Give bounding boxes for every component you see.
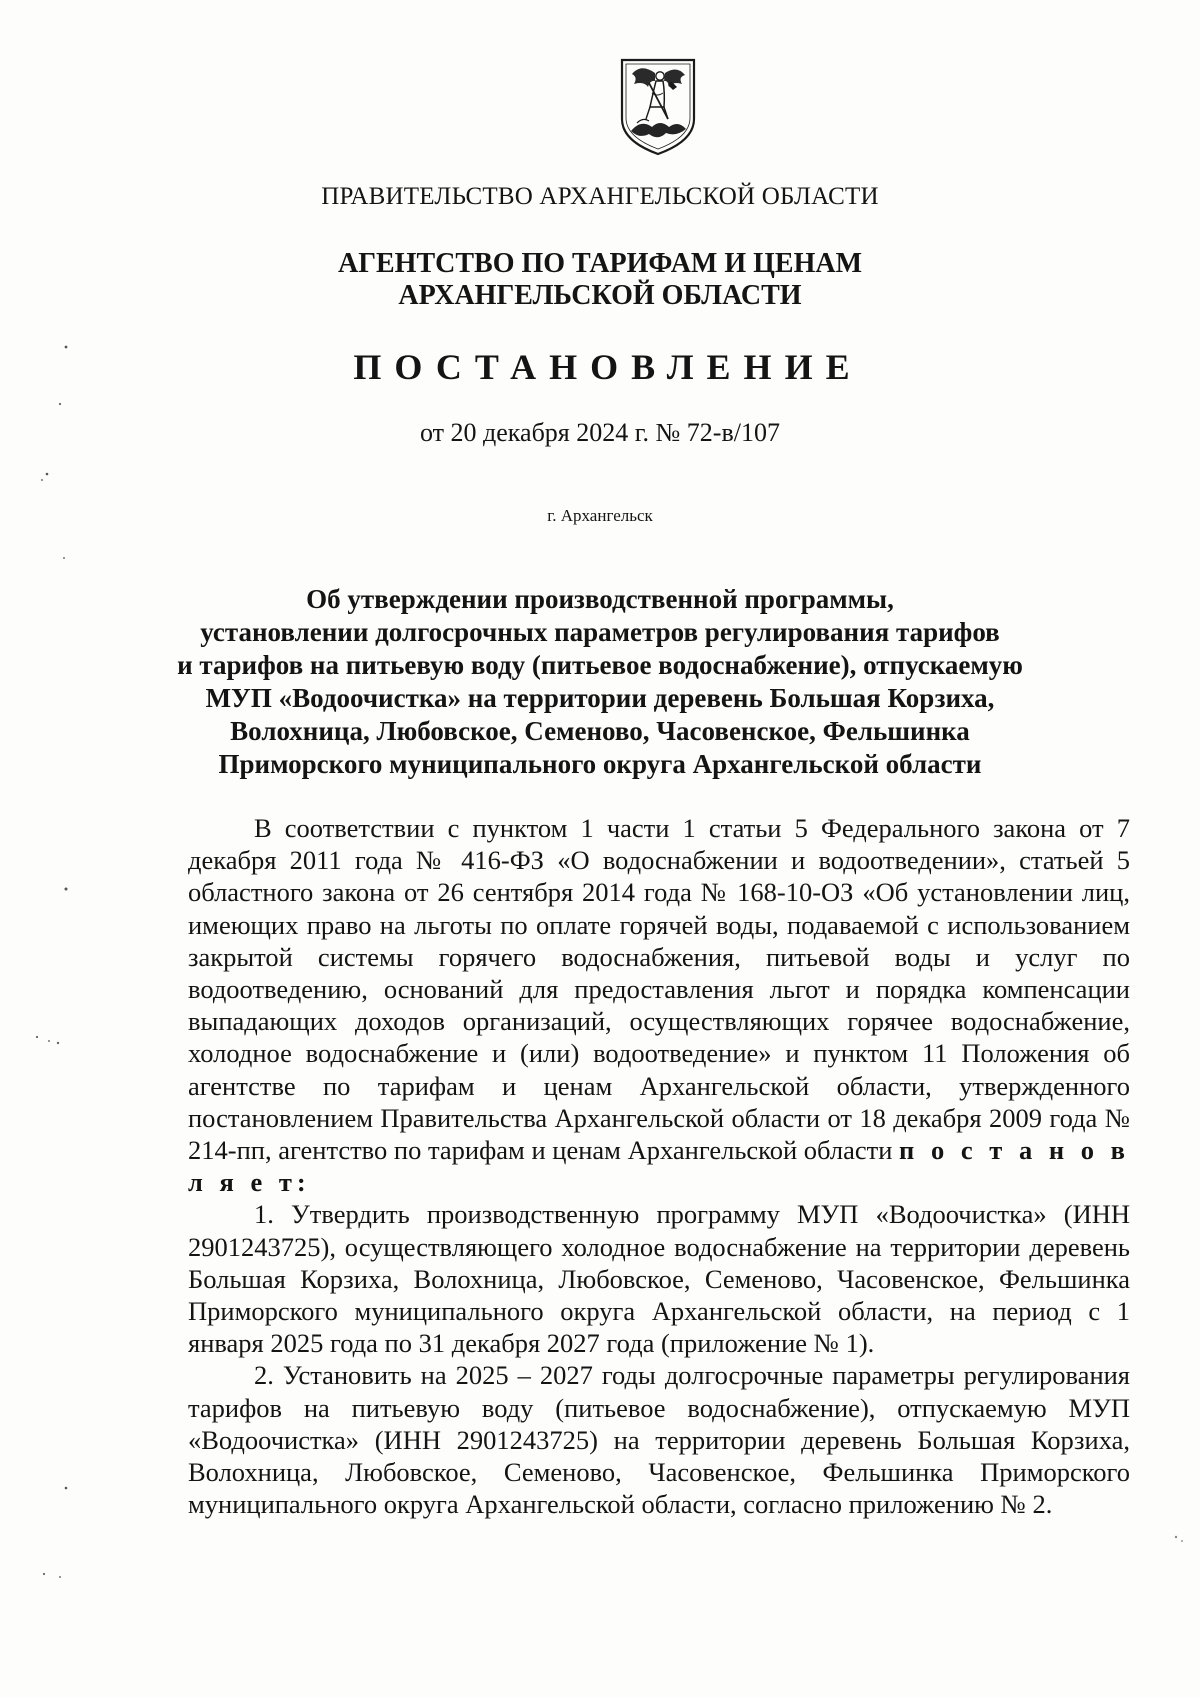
title-line: МУП «Водоочистка» на территории деревень Большая Корзиха, [205, 683, 995, 713]
title-line: Приморского муниципального округа Архангельской области [218, 749, 982, 779]
city-name: г. Архангельск [547, 506, 653, 525]
decree-item-2: 2. Установить на 2025 – 2027 годы долгосрочные параметры регулирования тарифов на питьевую воду (питьевое водоснабжение), отпускаемую МУП «Водоочистка» (ИНН 2901243725) на территории деревень Большая Корзиха, Волохница, Любовское, Семеново, Часовенское, Фельшинка Приморского муниципального округа Архангельской области, согласно приложению № 2. [188, 1360, 1130, 1520]
document-type: ПОСТАНОВЛЕНИЕ [353, 347, 863, 387]
title-line: Об утверждении производственной программы, [306, 584, 894, 614]
title-line: Волохница, Любовское, Семеново, Часовенское, Фельшинка [230, 716, 970, 746]
decree-date-number: от 20 декабря 2024 г. № 72-в/107 [420, 418, 780, 447]
title-line: установлении долгосрочных параметров регулирования тарифов [200, 617, 1000, 647]
title-line: и тарифов на питьевую воду (питьевое водоснабжение), отпускаемую [177, 650, 1023, 680]
agency-name-line-1: АГЕНТСТВО ПО ТАРИФАМ И ЦЕНАМ [337, 248, 863, 279]
agency-name-line-2: АРХАНГЕЛЬСКОЙ ОБЛАСТИ [398, 280, 802, 311]
decree-title [0, 583, 1200, 781]
preamble-paragraph [188, 812, 1130, 1198]
archangel-coat-of-arms-icon [619, 57, 697, 157]
government-name: ПРАВИТЕЛЬСТВО АРХАНГЕЛЬСКОЙ ОБЛАСТИ [321, 183, 879, 210]
decree-item-1: 1. Утвердить производственную программу МУП «Водоочистка» (ИНН 2901243725), осуществляющего холодное водоснабжение на территории деревень Большая Корзиха, Волохница, Любовское, Семеново, Часовенское, Фельшинка Приморского муниципального округа Архангельской области, на период с 1 января 2025 года по 31 декабря 2027 года (приложение № 1). [188, 1199, 1130, 1359]
decree-body [188, 812, 1130, 1520]
resolves-word: п о с т а н о в л я е т: [188, 1135, 1130, 1198]
agency-name [0, 248, 1200, 312]
preamble-text: В соответствии с пунктом 1 части 1 статьи 5 Федерального закона от 7 декабря 2011 года № 416-ФЗ «О водоснабжении и водоотведении», статьей 5 областного закона от 26 сентября 2014 года № 168-10-ОЗ «Об установлении лиц, имеющих право на льготы по оплате горячей воды, подаваемой с использованием закрытой системы горячего водоснабжения, питьевой воды и услуг по водоотведению, оснований для предоставления льгот и порядка компенсации выпадающих доходов организаций, осуществляющих горячее водоснабжение, холодное водоснабжение и (или) водоотведение» и пунктом 11 Положения об агентстве по тарифам и ценам Архангельской области, утвержденного постановлением Правительства Архангельской области от 18 декабря 2009 года № 214-пп, агентство по тарифам и ценам Архангельской области [188, 813, 1130, 1166]
